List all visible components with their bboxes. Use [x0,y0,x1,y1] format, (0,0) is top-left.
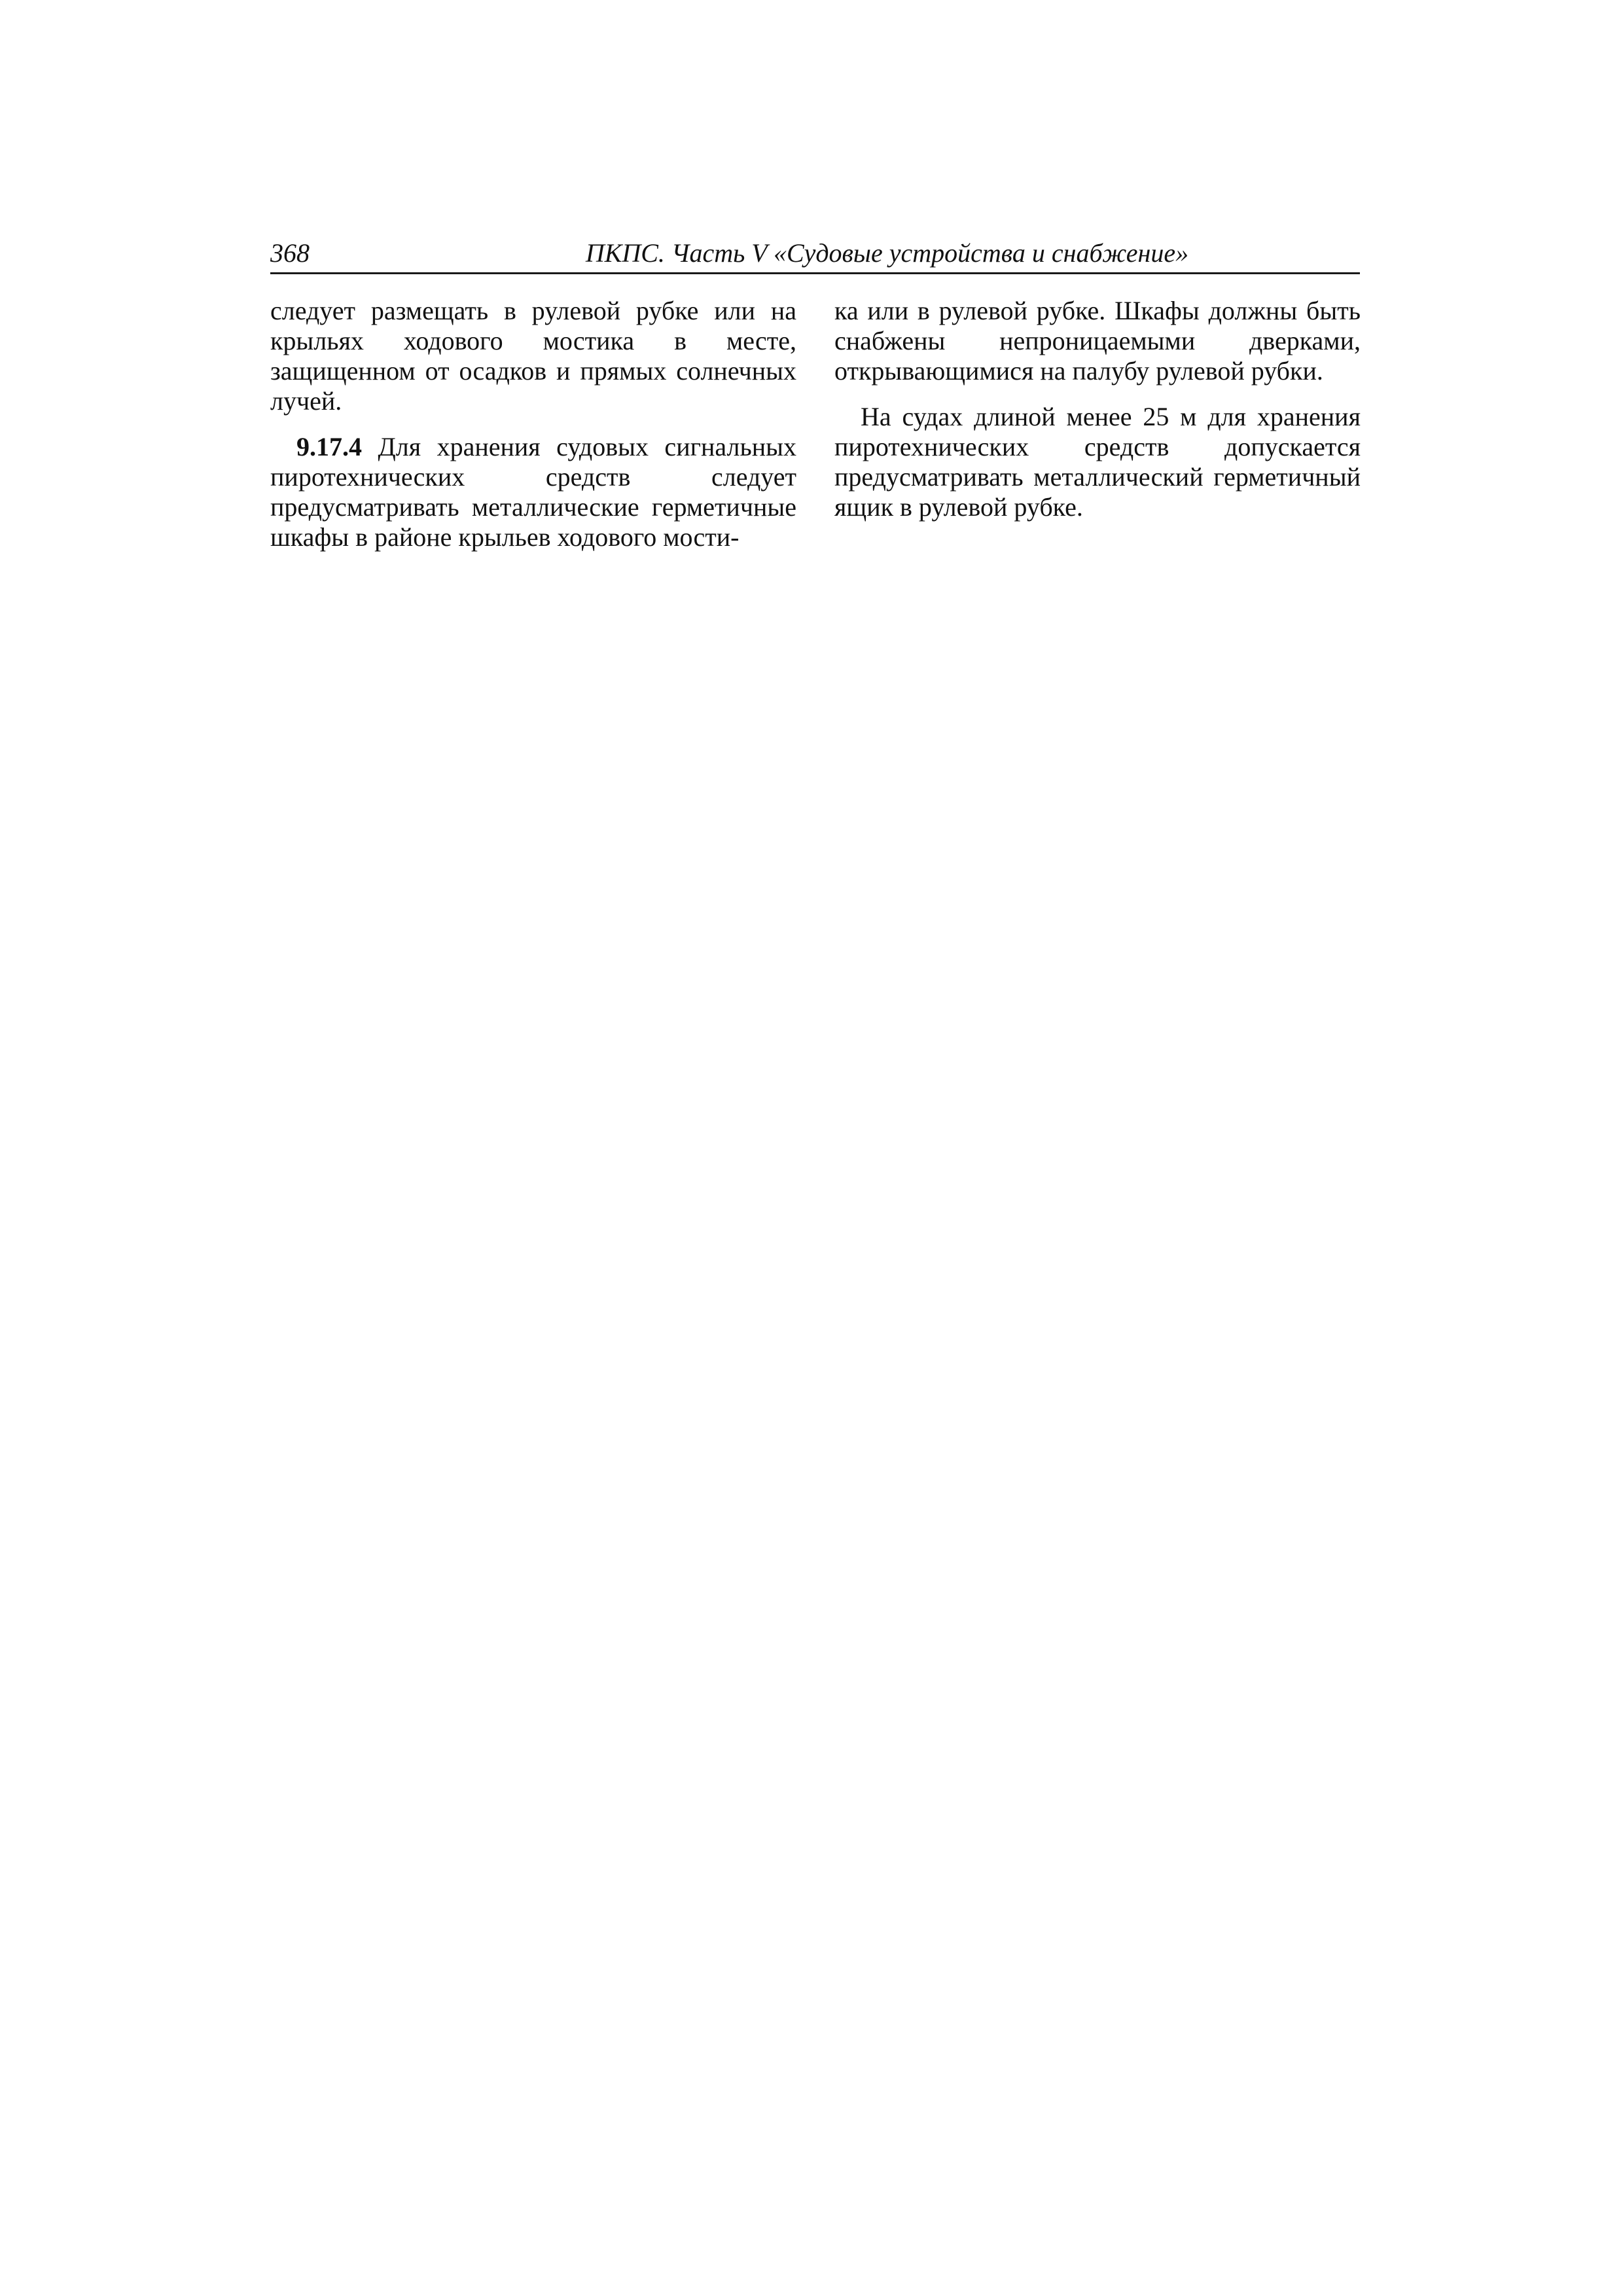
clause-text: Для хранения судовых сигнальных пиротехнических средств следует предусматривать металлические герметичные шкафы в районе крыльев ходового мости- [270,432,796,552]
paragraph-small-vessels: На судах длиной менее 25 м для хранения пиротехнических средств допускается предусматривать металлический герметичный ящик в рулевой рубке. [834,402,1361,522]
left-column [270,296,796,568]
paragraph-continuation: следует размещать в рулевой рубке или на крыльях ходового мостика в месте, защищенном от осадков и прямых солнечных лучей. [270,296,796,416]
page-number: 368 [270,238,310,268]
running-title: ПКПС. Часть V «Судовые устройства и снабжение» [585,238,1189,268]
running-header [270,237,1360,274]
paragraph-clause-9-17-4 [270,432,796,552]
paragraph-continued: ка или в рулевой рубке. Шкафы должны быть снабжены непроницаемыми дверками, открывающимися на палубу рулевой рубки. [834,296,1361,386]
right-column [834,296,1361,538]
clause-number: 9.17.4 [296,432,362,461]
